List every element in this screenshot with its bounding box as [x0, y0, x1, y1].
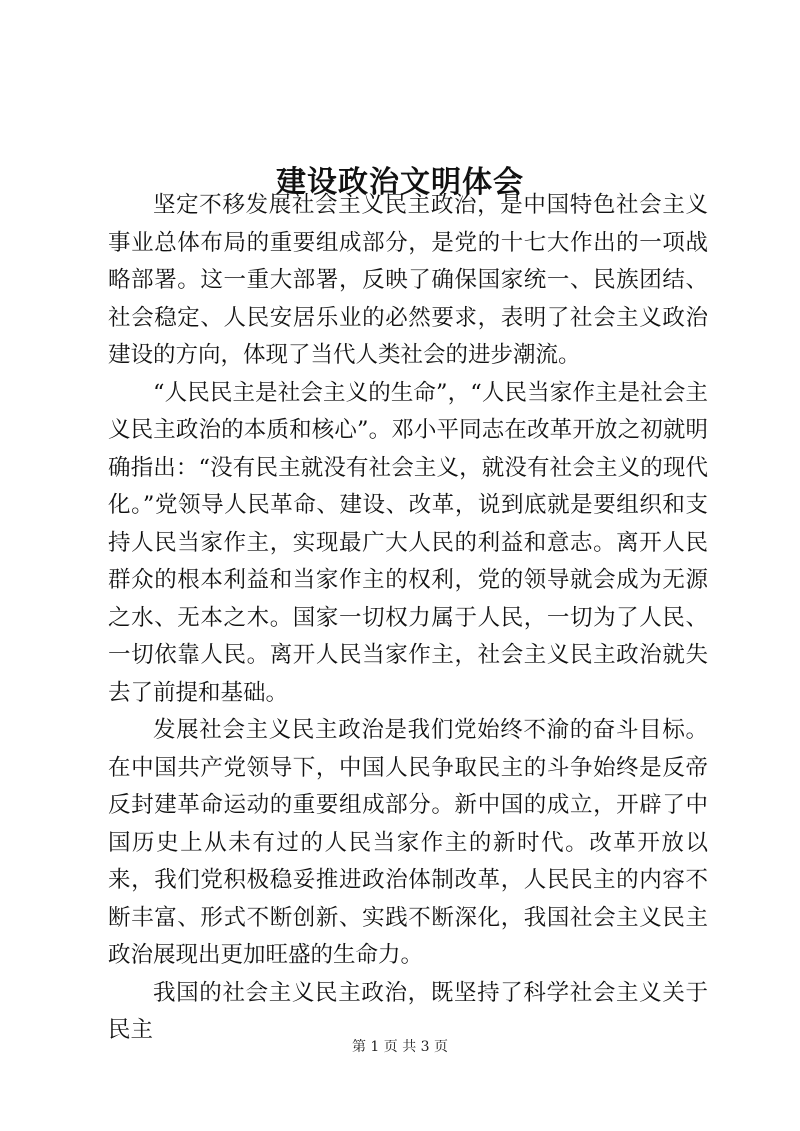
- page-title: 建设政治文明体会: [276, 165, 524, 201]
- page-footer: 第 1 页 共 3 页: [351, 1039, 449, 1055]
- paragraph-4: 我国的社会主义民主政治，既坚持了科学社会主义关于民主: [108, 979, 708, 1043]
- document-body: [108, 187, 708, 1050]
- paragraph-1: 坚定不移发展社会主义民主政治，是中国特色社会主义事业总体布局的重要组成部分，是党的十七大作出的一项战略部署。这一重大部署，反映了确保国家统一、民族团结、社会稳定、人民安居乐业的必然要求，表明了社会主义政治建设的方向，体现了当代人类社会的进步潮流。: [108, 192, 708, 368]
- paragraph-2: “人民民主是社会主义的生命”，“人民当家作主是社会主义民主政治的本质和核心”。邓小平同志在改革开放之初就明确指出：“没有民主就没有社会主义，就没有社会主义的现代化。”党领导人民革命、建设、改革，说到底就是要组织和支持人民当家作主，实现最广大人民的利益和意志。离开人民群众的根本利益和当家作主的权利，党的领导就会成为无源之水、无本之木。国家一切权力属于人民，一切为了人民、一切依靠人民。离开人民当家作主，社会主义民主政治就失去了前提和基础。: [108, 379, 708, 706]
- paragraph-3: 发展社会主义民主政治是我们党始终不渝的奋斗目标。在中国共产党领导下，中国人民争取民主的斗争始终是反帝反封建革命运动的重要组成部分。新中国的成立，开辟了中国历史上从未有过的人民当家作主的新时代。改革开放以来，我们党积极稳妥推进政治体制改革，人民民主的内容不断丰富、形式不断创新、实践不断深化，我国社会主义民主政治展现出更加旺盛的生命力。: [108, 717, 708, 968]
